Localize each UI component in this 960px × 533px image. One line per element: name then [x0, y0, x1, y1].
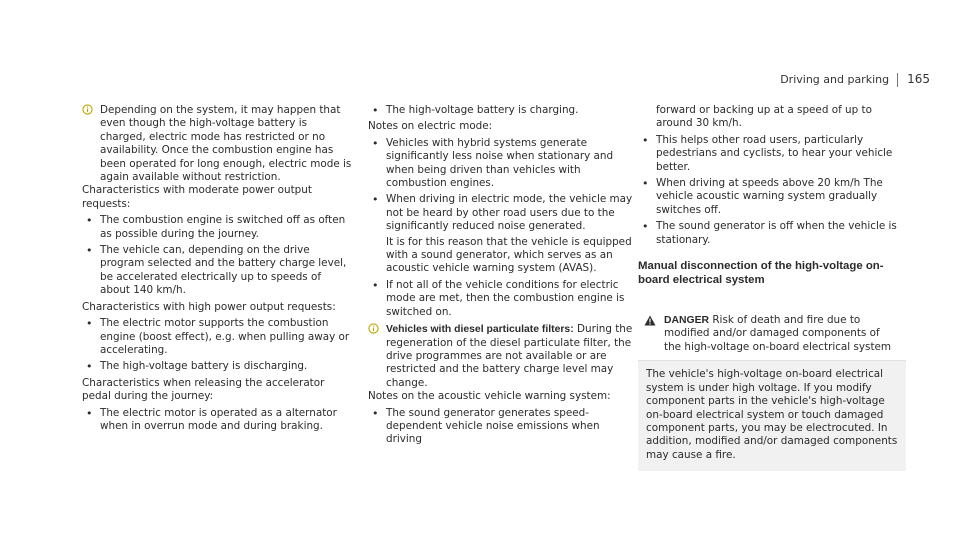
note-body: During the regeneration of the diesel particulate filter, the drive programmes are not available or are restricted and the battery charge level may change. — [386, 323, 633, 389]
column-middle — [368, 104, 634, 450]
note-availability — [82, 104, 354, 184]
danger-box — [638, 309, 906, 471]
list-item: • If not all of the vehicle conditions for electric mode are met, then the combustion engine is switched on. — [368, 279, 634, 319]
danger-label: DANGER — [664, 315, 710, 327]
note-diesel — [368, 323, 634, 390]
danger-header — [638, 309, 906, 361]
avas-list — [368, 407, 634, 447]
list-item — [368, 193, 634, 275]
list-item: • The high-voltage battery is charging. — [368, 104, 634, 117]
info-note-icon — [368, 323, 379, 334]
avas-intro: Notes on the acoustic vehicle warning system: — [368, 390, 611, 403]
list-item: • The sound generator is off when the vehicle is stationary. — [638, 220, 906, 247]
electric-intro: Notes on electric mode: — [368, 120, 493, 133]
list-item: • The electric motor is operated as a alternator when in overrun mode and during braking. — [82, 407, 354, 434]
charging-list — [368, 104, 634, 117]
note-text — [386, 323, 634, 390]
list-item: • This helps other road users, particularly pedestrians and cyclists, to hear your vehicle better. — [638, 134, 906, 174]
release-list — [82, 407, 354, 434]
column-left — [82, 104, 354, 436]
page-number: 165 — [907, 72, 930, 86]
electric-list — [368, 137, 634, 319]
section-heading: Manual disconnection of the high-voltage on-board electrical system — [638, 260, 884, 287]
page-header — [780, 73, 930, 87]
column-right — [638, 104, 906, 471]
list-item: • When driving at speeds above 20 km/h The vehicle acoustic warning system gradually switches off. — [638, 177, 906, 217]
list-continuation: forward or backing up at a speed of up to around 30 km/h. — [656, 104, 872, 130]
section-title: Driving and parking — [780, 73, 890, 86]
list-item-continuation: It is for this reason that the vehicle is equipped with a sound generator, which serves as an acoustic vehicle warning system (AVAS). — [386, 235, 632, 275]
danger-body: The vehicle's high-voltage on-board electrical system is under high voltage. If you modify component parts in the vehicle's high-voltage on-board electrical system or touch damaged component parts, you may be electrocuted. In addition, modified and/or damaged components may cause a fire. — [638, 361, 906, 471]
list-item: • The electric motor supports the combustion engine (boost effect), e.g. when pulling away or accelerating. — [82, 317, 354, 357]
release-intro: Characteristics when releasing the accelerator pedal during the journey: — [82, 376, 325, 403]
note-title: Vehicles with diesel particulate filters: — [386, 324, 574, 336]
list-item-text: When driving in electric mode, the vehicle may not be heard by other road users due to the significantly reduced noise generated. — [386, 193, 633, 233]
info-note-icon — [82, 104, 93, 115]
header-divider — [897, 73, 898, 87]
list-item: • The sound generator generates speed-dependent vehicle noise emissions when driving — [368, 407, 634, 447]
list-item: • The vehicle can, depending on the drive program selected and the battery charge level, be accelerated electrically up to speeds of about 140 km/h. — [82, 244, 354, 298]
danger-headline: Risk of death and fire due to modified and/or damaged components of the high-voltage on-board electrical system — [664, 314, 892, 353]
high-list — [82, 317, 354, 374]
moderate-list — [82, 214, 354, 297]
warning-triangle-icon — [644, 315, 656, 326]
list-item: • The combustion engine is switched off as often as possible during the journey. — [82, 214, 354, 241]
high-intro: Characteristics with high power output requests: — [82, 300, 336, 313]
moderate-intro: Characteristics with moderate power output requests: — [82, 184, 312, 210]
list-item: • The high-voltage battery is discharging. — [82, 360, 354, 373]
note-text: Depending on the system, it may happen that even though the high-voltage battery is charged, electric mode has restricted or no availability. Once the combustion engine has been operated for long enough, electric mode is again available without restriction. — [100, 104, 352, 184]
avas-list-cont — [638, 134, 906, 247]
list-item: • Vehicles with hybrid systems generate significantly less noise when stationary and when being driven than vehicles with combustion engines. — [368, 137, 634, 191]
